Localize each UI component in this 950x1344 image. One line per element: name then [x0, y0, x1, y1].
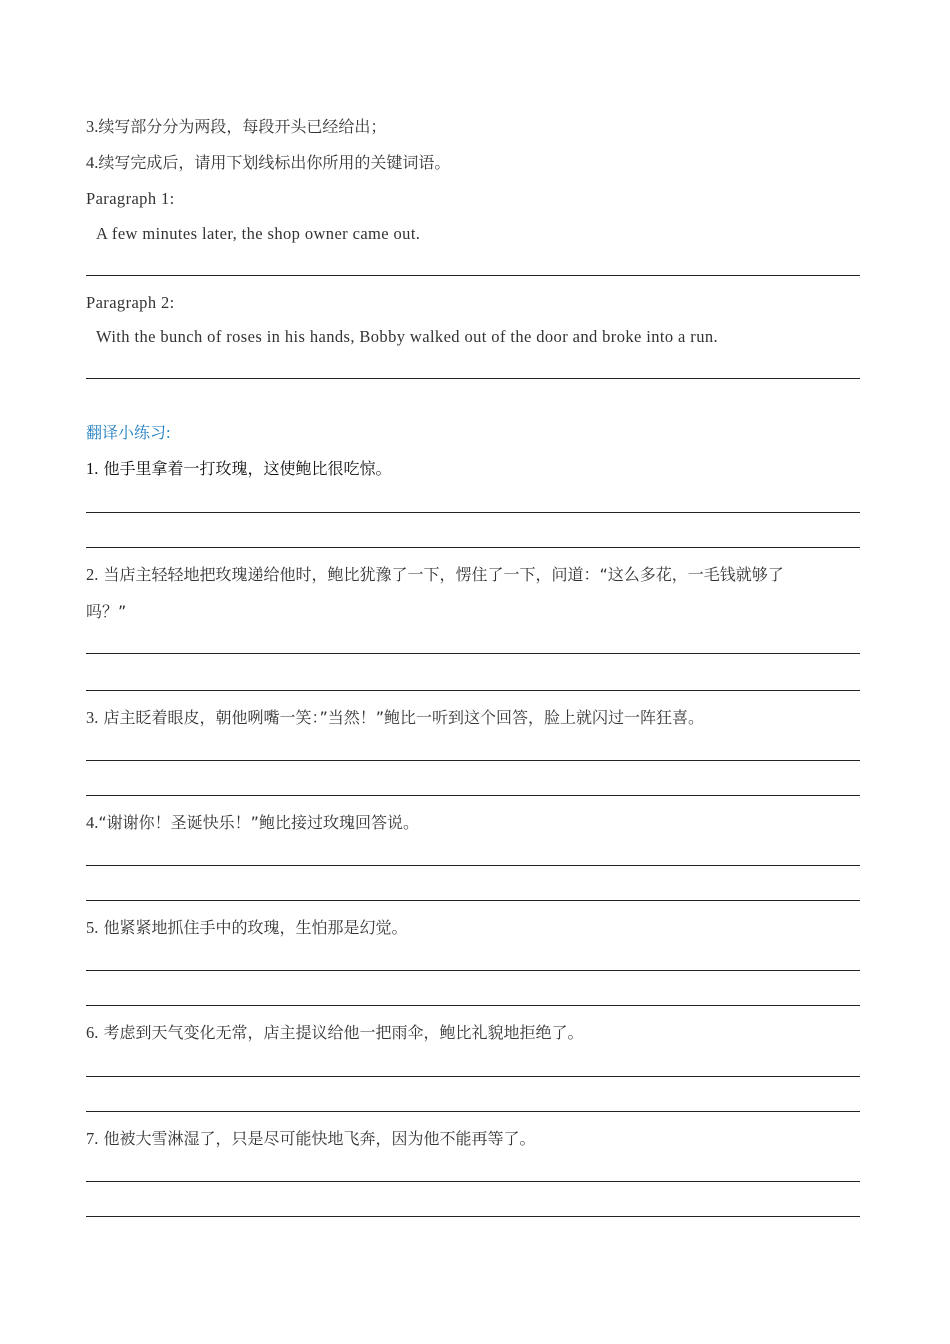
- translation-item-1: [86, 458, 862, 480]
- translation-item-5: [86, 917, 862, 939]
- answer-line[interactable]: [86, 760, 860, 761]
- item-number: 2.: [86, 565, 99, 584]
- translation-item-2: [86, 564, 862, 586]
- item-number: 3.: [86, 708, 99, 727]
- item-text: 店主眨着眼皮，朝他咧嘴一笑：”当然！”鲍比一听到这个回答，脸上就闪过一阵狂喜。: [103, 708, 705, 727]
- translation-heading-colon: :: [166, 423, 171, 442]
- item-text: 他紧紧地抓住手中的玫瑰，生怕那是幻觉。: [103, 918, 408, 937]
- answer-line[interactable]: [86, 1111, 860, 1112]
- item-text: “谢谢你！圣诞快乐！”鲍比接过玫瑰回答说。: [98, 813, 419, 832]
- paragraph-1-opening: A few minutes later, the shop owner came out.: [96, 224, 421, 243]
- answer-line[interactable]: [86, 547, 860, 548]
- translation-item-4: [86, 812, 862, 834]
- paragraph-2-opening: With the bunch of roses in his hands, Bobby walked out of the door and broke into a run.: [96, 327, 719, 346]
- answer-line[interactable]: [86, 865, 860, 866]
- item-number: 1.: [86, 459, 99, 478]
- item-number: 6.: [86, 1023, 99, 1042]
- translation-item-3: [86, 707, 862, 729]
- answer-line[interactable]: [86, 512, 860, 513]
- instruction-4: [86, 152, 862, 174]
- answer-line[interactable]: [86, 795, 860, 796]
- answer-line[interactable]: [86, 970, 860, 971]
- answer-line[interactable]: [86, 378, 860, 379]
- item-text: 考虑到天气变化无常，店主提议给他一把雨伞，鲍比礼貌地拒绝了。: [103, 1023, 584, 1042]
- instruction-text: 续写部分分为两段，每段开头已经给出；: [98, 117, 387, 136]
- answer-line[interactable]: [86, 1181, 860, 1182]
- item-number: 5.: [86, 918, 99, 937]
- translation-heading-text: 翻译小练习: [86, 423, 167, 442]
- item-text: 他被大雪淋湿了，只是尽可能快地飞奔，因为他不能再等了。: [103, 1129, 536, 1148]
- paragraph-2-label: Paragraph 2:: [86, 293, 175, 312]
- instruction-text: 续写完成后，请用下划线标出你所用的关键词语。: [98, 153, 451, 172]
- translation-heading: [86, 422, 862, 444]
- answer-line[interactable]: [86, 1216, 860, 1217]
- answer-line[interactable]: [86, 1076, 860, 1077]
- instruction-number: 3.: [86, 117, 99, 136]
- answer-line[interactable]: [86, 900, 860, 901]
- answer-line[interactable]: [86, 690, 860, 691]
- item-number: 4.: [86, 813, 99, 832]
- instruction-number: 4.: [86, 153, 99, 172]
- item-text: 他手里拿着一打玫瑰，这使鲍比很吃惊。: [103, 459, 392, 478]
- translation-item-7: [86, 1128, 862, 1150]
- item-text-continued: 吗？”: [86, 602, 127, 621]
- item-number: 7.: [86, 1129, 99, 1148]
- answer-line[interactable]: [86, 275, 860, 276]
- item-text: 当店主轻轻地把玫瑰递给他时，鲍比犹豫了一下，愣住了一下，问道：“这么多花，一毛钱就够了: [103, 565, 784, 584]
- answer-line[interactable]: [86, 653, 860, 654]
- answer-line[interactable]: [86, 1005, 860, 1006]
- paragraph-1-label: Paragraph 1:: [86, 189, 175, 208]
- instruction-3: [86, 116, 862, 138]
- translation-item-6: [86, 1022, 862, 1044]
